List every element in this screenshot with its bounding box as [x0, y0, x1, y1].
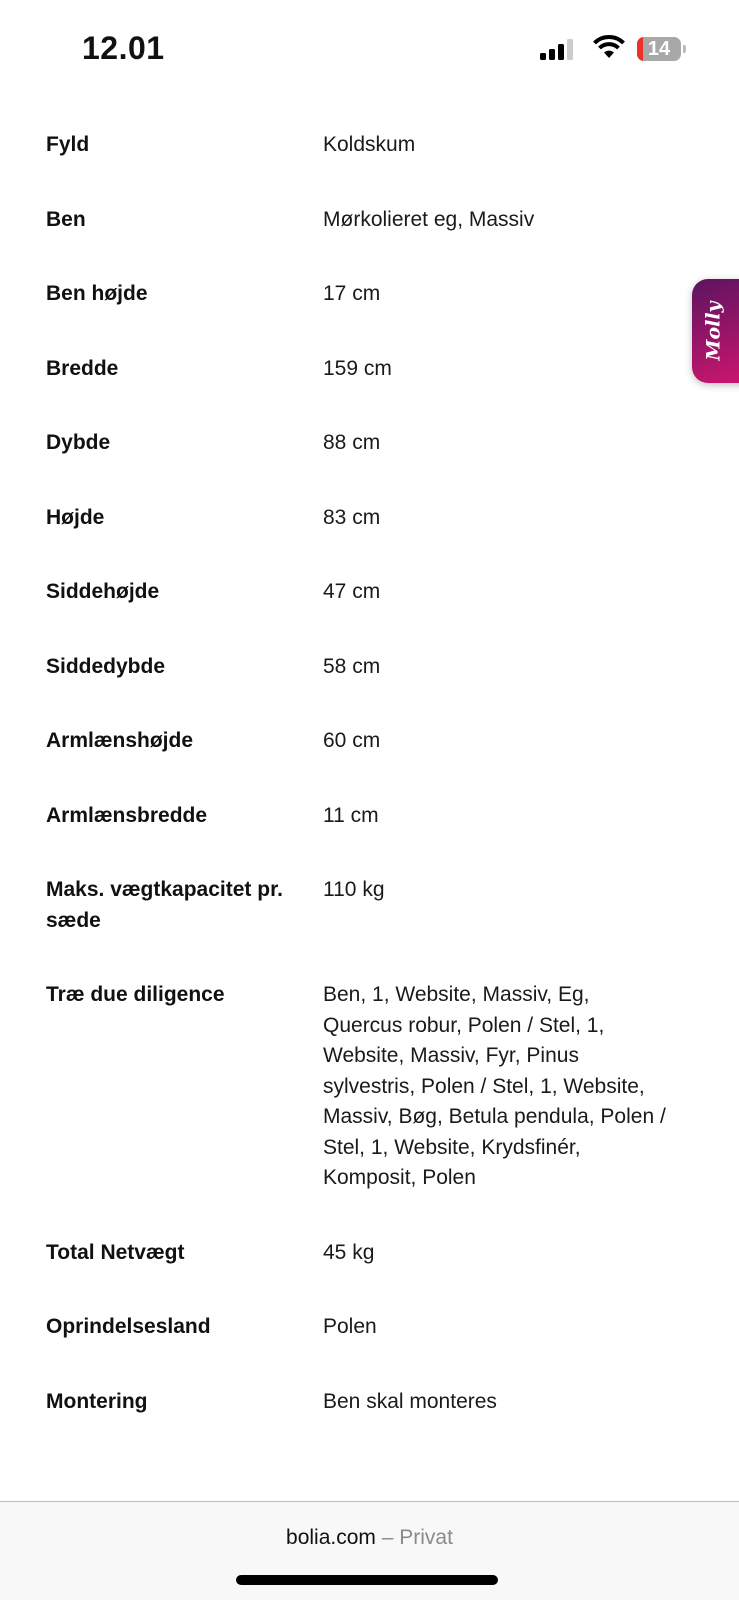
- spec-row: [0, 279, 739, 310]
- molly-label: Molly: [703, 301, 725, 361]
- spec-value: 110 kg: [323, 878, 385, 901]
- molly-chat-button[interactable]: [692, 279, 739, 383]
- private-mode-label: – Privat: [375, 1526, 453, 1549]
- url-domain: bolia.com: [286, 1526, 376, 1549]
- spec-label: Siddedybde: [46, 654, 166, 678]
- spec-label: Træ due diligence: [46, 983, 225, 1006]
- spec-row: [0, 652, 739, 683]
- spec-value: Koldskum: [323, 133, 416, 156]
- spec-row: [0, 130, 739, 161]
- battery-level: 14: [647, 37, 671, 60]
- spec-value: 159 cm: [323, 356, 392, 380]
- spec-value: 17 cm: [323, 282, 381, 305]
- spec-row: [0, 1387, 739, 1418]
- spec-label: Bredde: [46, 356, 119, 380]
- spec-label: Dybde: [46, 431, 111, 454]
- spec-row: [0, 801, 739, 832]
- spec-value: 60 cm: [323, 729, 381, 752]
- spec-row: [0, 875, 739, 936]
- spec-label: Højde: [46, 505, 105, 529]
- browser-bottom-bar: [0, 1501, 739, 1600]
- spec-row: [0, 980, 739, 1194]
- spec-row: [0, 205, 739, 236]
- spec-row: [0, 1238, 739, 1269]
- spec-value: 58 cm: [323, 654, 381, 678]
- status-time: 12.01: [82, 30, 165, 66]
- spec-row: [0, 354, 739, 385]
- home-indicator[interactable]: [236, 1575, 498, 1585]
- spec-label: Armlænsbredde: [46, 803, 208, 827]
- spec-value: Mørkolieret eg, Massiv: [323, 207, 535, 231]
- spec-label: Ben højde: [46, 282, 148, 305]
- spec-label: Total Netvægt: [46, 1240, 185, 1264]
- product-specifications: [0, 130, 739, 1501]
- spec-label: Maks. vægtkapacitet pr. sæde: [46, 878, 283, 932]
- spec-label: Armlænshøjde: [46, 729, 194, 752]
- spec-label: Oprindelsesland: [46, 1315, 211, 1338]
- spec-value: Ben skal monteres: [323, 1389, 497, 1413]
- spec-value: Polen: [323, 1315, 377, 1338]
- spec-value: 88 cm: [323, 431, 381, 454]
- spec-row: [0, 503, 739, 534]
- spec-row: [0, 577, 739, 608]
- battery-icon: [637, 37, 681, 61]
- spec-label: Fyld: [46, 133, 90, 156]
- wifi-icon: [592, 34, 626, 60]
- spec-label: Ben: [46, 207, 86, 231]
- spec-row: [0, 726, 739, 757]
- address-bar[interactable]: [0, 1526, 739, 1550]
- spec-value: 11 cm: [323, 803, 379, 827]
- cellular-signal-icon: [540, 38, 573, 60]
- status-bar: [0, 0, 739, 100]
- spec-label: Siddehøjde: [46, 580, 160, 603]
- spec-value: 47 cm: [323, 580, 381, 603]
- spec-label: Montering: [46, 1389, 148, 1413]
- spec-row: [0, 1312, 739, 1343]
- spec-value: Ben, 1, Website, Massiv, Eg, Quercus robur, Polen / Stel, 1, Website, Massiv, Fyr, Pinus sylvestris, Polen / Stel, 1, Website, Massiv, Bøg, Betula pendula, Polen / Stel, 1, Website, Krydsfinér, Komposit, Polen: [323, 983, 666, 1189]
- spec-value: 45 kg: [323, 1240, 375, 1264]
- spec-row: [0, 428, 739, 459]
- spec-value: 83 cm: [323, 505, 381, 529]
